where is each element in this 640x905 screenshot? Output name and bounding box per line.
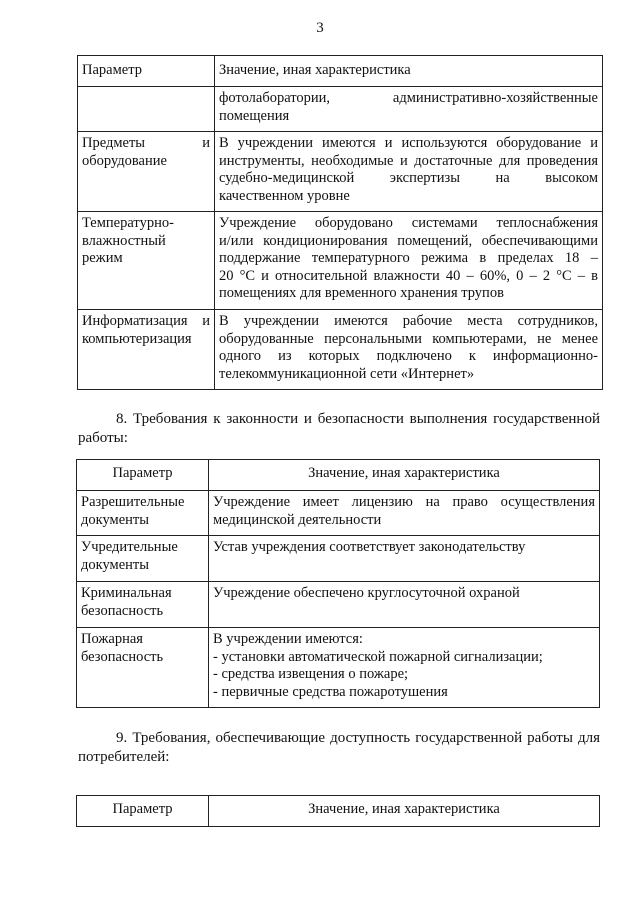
table-header-row	[78, 56, 603, 87]
continuation-line2: помещения	[219, 107, 290, 124]
table-cell-value	[209, 582, 600, 628]
table-row	[77, 536, 600, 582]
table-header-row	[77, 796, 600, 827]
value-line-last: Учреждение обеспечено круглосуточной охраной	[213, 585, 520, 601]
value-line-last: Устав учреждения соответствует законодательству	[213, 539, 526, 555]
value-line-last: медицинской деятельности	[213, 511, 382, 528]
table-cell-value	[215, 132, 603, 212]
value-line: оборудованные персональными компьютерами, не менее	[219, 330, 598, 347]
page-number: 3	[316, 20, 324, 36]
section-9-heading	[78, 729, 600, 766]
value-line-last: качественном уровне	[219, 187, 350, 204]
table-cell-value	[209, 628, 600, 708]
table-cell-value	[209, 491, 600, 536]
table-cell-param	[78, 212, 215, 310]
header-value: Значение, иная характеристика	[209, 460, 600, 491]
param-line: документы	[81, 556, 149, 573]
param-line: режим	[82, 250, 123, 266]
table-cell-param	[78, 310, 215, 390]
table-row	[78, 212, 603, 310]
value-line: В учреждении имеются рабочие места сотрудников,	[219, 313, 598, 329]
table-cell-param	[77, 582, 209, 628]
table-row	[77, 628, 600, 708]
param-line: Криминальная	[81, 585, 172, 601]
table-cell-value	[209, 536, 600, 582]
param-line: Пожарная	[81, 631, 143, 647]
section-9-line2: потребителей:	[78, 748, 170, 765]
value-line: поддержание температурного режима в пределах 18 –	[219, 250, 598, 266]
param-word-1: Предметы	[82, 135, 146, 151]
fire-safety-list	[213, 631, 595, 701]
value-line: судебно-медицинской экспертизы на высоком	[219, 170, 598, 186]
param-line: документы	[81, 511, 149, 528]
header-value: Значение, иная характеристика	[215, 56, 603, 87]
param-word-2: и	[202, 313, 210, 329]
param-line: безопасность	[81, 648, 164, 665]
value-line: 20 °С и относительной влажности 40 – 60%, 0 – 2 °С – в	[219, 267, 598, 284]
table-cell-value	[215, 87, 603, 132]
table-row	[78, 87, 603, 132]
list-item: - средства извещения о пожаре;	[213, 666, 409, 682]
param-word-3: компьютеризация	[82, 330, 192, 347]
list-item: В учреждении имеются:	[213, 631, 363, 647]
table-accessibility	[76, 795, 600, 827]
value-line: инструменты, необходимые и достаточные для проведения	[219, 152, 598, 169]
value-line: Учреждение оборудовано системами теплоснабжения	[219, 215, 598, 231]
table-cell-param	[77, 628, 209, 708]
table-material-conditions	[77, 55, 603, 390]
continuation-left: фотолаборатории,	[219, 90, 331, 106]
param-word-3: оборудование	[82, 152, 167, 169]
table-row	[78, 310, 603, 390]
value-line-last: помещениях для временного хранения трупов	[219, 285, 504, 301]
param-word-2: и	[202, 135, 210, 151]
header-value: Значение, иная характеристика	[209, 796, 600, 827]
value-line: одного из которых подключено к информационно-	[219, 348, 598, 364]
table-cell-param	[77, 491, 209, 536]
header-param: Параметр	[78, 56, 215, 87]
table-cell-empty	[78, 87, 215, 132]
table-cell-value	[215, 212, 603, 310]
list-item: - установки автоматической пожарной сигнализации;	[213, 648, 543, 665]
section-8-line1: 8. Требования к законности и безопасности выполнения государственной	[116, 411, 600, 427]
table-cell-value	[215, 310, 603, 390]
header-param: Параметр	[77, 460, 209, 491]
param-line: Разрешительные	[81, 494, 185, 510]
table-legality-safety	[76, 459, 600, 708]
param-line: Учредительные	[81, 539, 178, 555]
table-cell-param	[78, 132, 215, 212]
param-line: влажностный	[82, 232, 166, 249]
param-line: безопасность	[81, 602, 164, 619]
continuation-right: административно-хозяйственные	[392, 90, 598, 106]
param-line: Температурно-	[82, 215, 174, 231]
section-8-line2: работы:	[78, 429, 128, 446]
table-row	[78, 132, 603, 212]
value-line: и/или кондиционирования помещений, обеспечивающими	[219, 232, 598, 249]
table-cell-param	[77, 536, 209, 582]
value-line: В учреждении имеются и используются оборудование и	[219, 135, 598, 151]
table-row	[77, 491, 600, 536]
header-param: Параметр	[77, 796, 209, 827]
list-item: - первичные средства пожаротушения	[213, 683, 448, 700]
section-8-heading	[78, 410, 600, 447]
param-word-1: Информатизация	[82, 313, 188, 329]
value-line-last: телекоммуникационной сети «Интернет»	[219, 365, 475, 382]
table-row	[77, 582, 600, 628]
section-9-line1: 9. Требования, обеспечивающие доступность государственной работы для	[116, 730, 600, 746]
value-line: Учреждение имеет лицензию на право осуществления	[213, 494, 595, 510]
table-header-row	[77, 460, 600, 491]
